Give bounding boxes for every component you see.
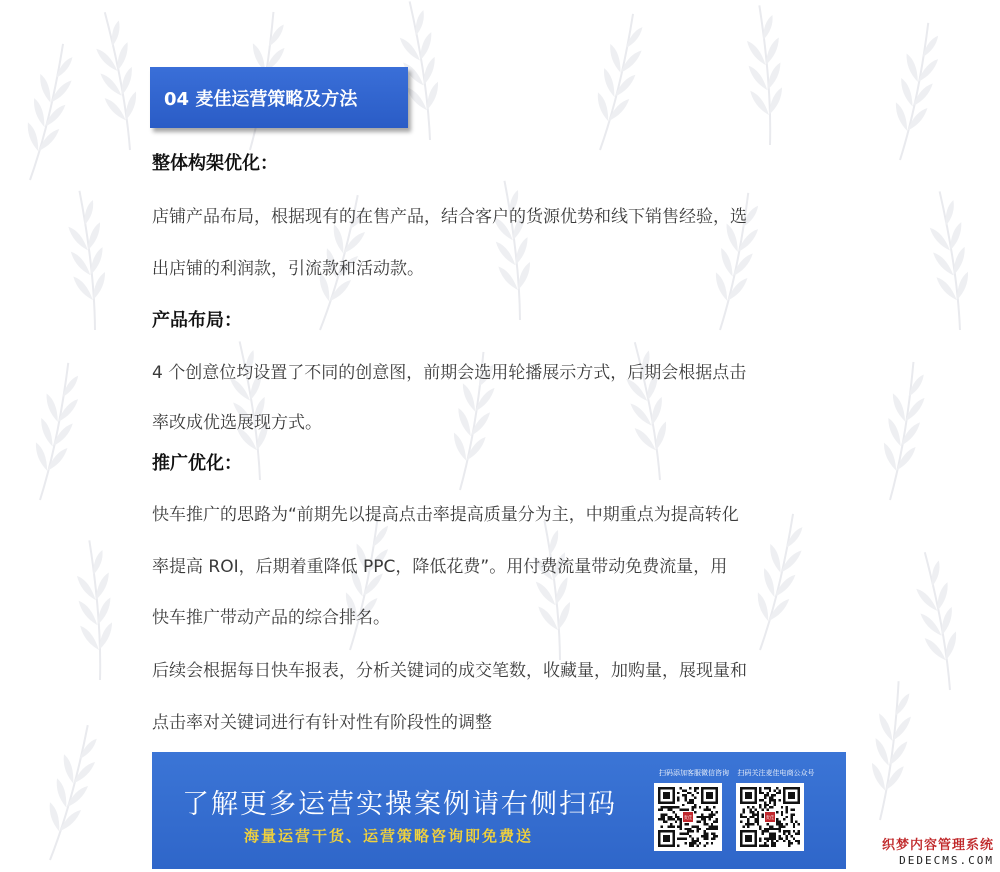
heading-promotion: 推广优化： <box>152 453 242 474</box>
paragraph-line: 快车推广的思路为“前期先以提高点击率提高质量分为主，中期重点为提高转化 <box>152 505 739 525</box>
qr-block-official-account <box>736 768 816 851</box>
section-header <box>150 67 408 128</box>
qr-logo-text: 麦佳 <box>683 816 693 822</box>
paragraph-line: 4 个创意位均设置了不同的创意图，前期会选用轮播展示方式，后期会根据点击 <box>152 363 747 383</box>
watermark-line2: DEDECMS.COM <box>899 854 994 867</box>
heading-structure: 整体构架优化： <box>152 153 278 174</box>
watermark-line1: 织梦内容管理系统 <box>881 838 994 853</box>
heading-product-layout: 产品布局： <box>152 310 242 331</box>
contact-banner <box>152 752 846 869</box>
paragraph-line: 店铺产品布局，根据现有的在售产品，结合客户的货源优势和线下销售经验，选 <box>152 207 747 227</box>
paragraph-line: 点击率对关键词进行有针对性有阶段性的调整 <box>152 713 492 733</box>
paragraph-line: 快车推广带动产品的综合排名。 <box>152 608 390 628</box>
banner-title: 了解更多运营实操案例请右侧扫码 <box>182 789 617 820</box>
qr-block-service <box>654 768 734 851</box>
paragraph-line: 率提高 ROI，后期着重降低 PPC，降低花费”。用付费流量带动免费流量，用 <box>152 557 728 577</box>
qr-code-icon[interactable] <box>736 783 804 851</box>
qr-logo-text: 麦佳 <box>765 816 775 822</box>
dedecms-watermark <box>882 839 994 866</box>
paragraph-line: 后续会根据每日快车报表，分析关键词的成交笔数，收藏量，加购量，展现量和 <box>152 661 747 681</box>
qr-code-graphic <box>740 787 800 847</box>
qr-code-icon[interactable] <box>654 783 722 851</box>
paragraph-line: 率改成优选展现方式。 <box>152 413 322 433</box>
qr-code-graphic <box>658 787 718 847</box>
banner-subtitle: 海量运营干货、运营策略咨询即免费送 <box>244 827 534 845</box>
section-title: 04 麦佳运营策略及方法 <box>164 88 358 110</box>
paragraph-line: 出店铺的利润款，引流款和活动款。 <box>152 259 424 279</box>
qr-caption-official-account: 扫码关注麦佳电商公众号 <box>737 769 815 777</box>
qr-caption-service: 扫码添加客服微信咨询 <box>659 769 729 777</box>
